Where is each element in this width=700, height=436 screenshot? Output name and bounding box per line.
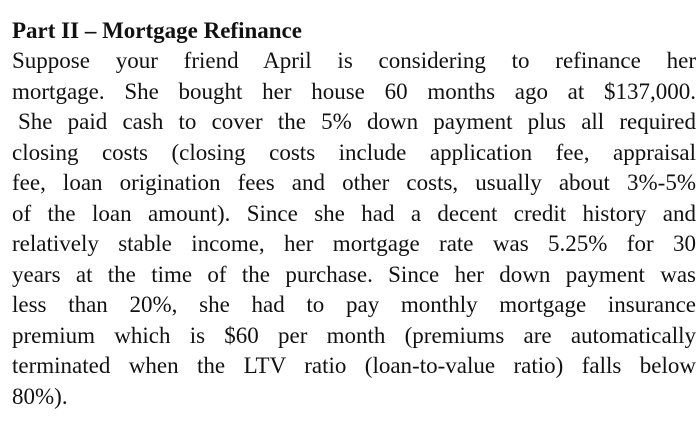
paragraph-line: She paid cash to cover the 5% down payment plus all required	[18, 109, 696, 134]
paragraph-line: Suppose your friend April is considering to refinance her	[12, 48, 696, 73]
document-page	[12, 15, 696, 412]
paragraph-line: premium which is $60 per month (premiums are automatically	[12, 322, 696, 348]
paragraph-line: 80%).	[12, 383, 68, 409]
paragraph-line: less than 20%, she had to pay monthly mortgage insurance	[12, 292, 696, 317]
paragraph-line: relatively stable income, her mortgage rate was 5.25% for 30	[12, 231, 696, 256]
paragraph	[12, 46, 696, 412]
paragraph-line: mortgage. She bought her house 60 months ago at $137,000.	[12, 78, 696, 104]
paragraph-line: years at the time of the purchase. Since her down payment was	[12, 261, 696, 287]
paragraph-line: terminated when the LTV ratio (loan-to-value ratio) falls below	[12, 353, 696, 378]
paragraph-line: of the loan amount). Since she had a decent credit history and	[12, 200, 696, 226]
paragraph-line: closing costs (closing costs include application fee, appraisal	[12, 139, 696, 165]
paragraph-line: fee, loan origination fees and other costs, usually about 3%-5%	[12, 170, 696, 195]
section-title: Part II – Mortgage Refinance	[12, 18, 302, 43]
